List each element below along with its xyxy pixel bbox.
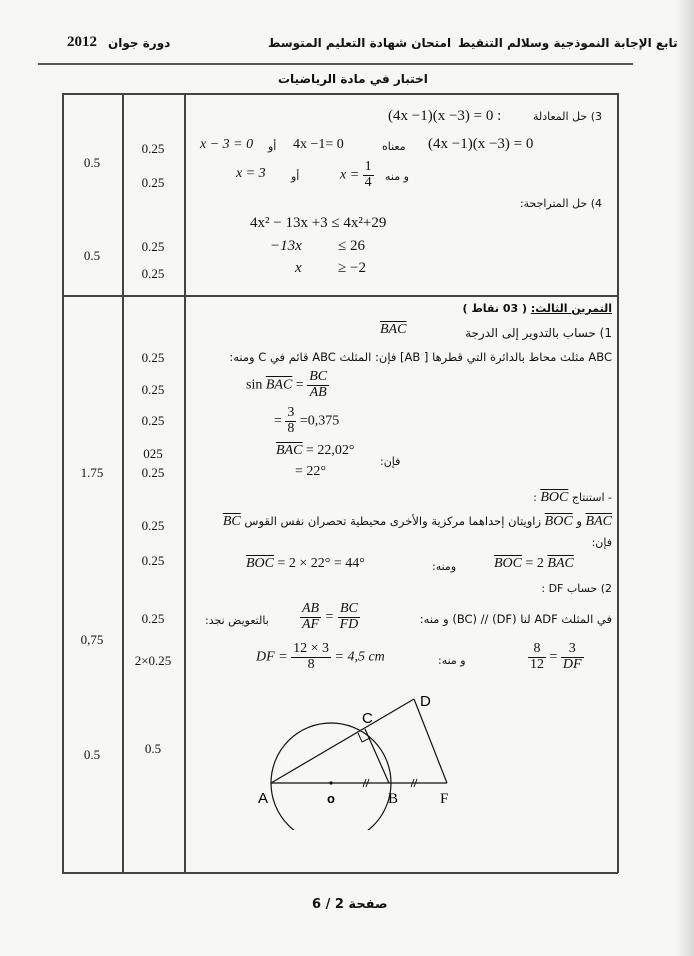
label-a: A — [258, 790, 269, 807]
q3-root-a: x = $\frac{1}{4}$ — [340, 159, 372, 190]
col-divider-partial — [184, 93, 186, 873]
partial-grade: 0.5 — [144, 741, 162, 756]
partial-grade: 0.25 — [141, 239, 165, 254]
geometry-figure — [250, 680, 470, 830]
partial-grade: 0.25 — [141, 266, 165, 281]
label-o: o — [327, 791, 335, 806]
partial-grade: 0.25 — [141, 141, 165, 156]
partial-grade: 0.25 — [141, 611, 165, 626]
partial-grade: 0.25 — [141, 382, 165, 397]
q3-hence: و منه — [385, 170, 409, 183]
total-grade: 0,75 — [80, 632, 104, 647]
ex3-part2-title: 2) حساب DF : — [541, 582, 612, 595]
substituted-ratio: $\frac{8}{12}$ = $\frac{3}{DF}$ — [530, 641, 582, 672]
label-c: C — [362, 710, 373, 727]
header-year: 2012 — [67, 34, 97, 50]
boc-value: $\overline{BOC} = 2 \times 22^\circ = 44^\circ$ — [246, 556, 365, 571]
central-inscribed-text: BAC و BOC زاويتان إحداهما مركزية والأخرى محيطية تحصران نفس القوس BC — [222, 514, 612, 529]
bac-rounded: = 22° — [295, 464, 326, 479]
partial-grade: 025 — [143, 446, 163, 461]
ex3-inscribed-text: ABC مثلث محاط بالدائرة التي قطرها [ AB] فإن: المثلث ABC قائم في C ومنه: — [229, 350, 612, 364]
total-grade: 1.75 — [80, 465, 104, 480]
header-session: دورة جوان — [108, 36, 171, 50]
label-d: D — [420, 693, 431, 710]
q4-line3-lhs: x — [295, 260, 302, 276]
q4-line2-lhs: −13x — [270, 238, 302, 254]
then-label: فإن: — [591, 536, 612, 549]
partial-grade: 0.25 — [141, 413, 165, 428]
boc-hence: ومنه: — [432, 560, 457, 573]
sin-bac-formula: $\sin \overline{BAC}$ = $\frac{BC}{AB}$ — [246, 369, 328, 400]
partial-grade: 2×0.25 — [134, 653, 172, 668]
q4-line1: 4x² − 13x +3 ≤ 4x²+29 — [250, 215, 387, 231]
table-top-border — [62, 93, 618, 95]
q3-means: معناه — [382, 140, 406, 153]
q3-factor-b: x − 3 = 0 — [200, 137, 254, 152]
df-hence: و منه: — [438, 654, 466, 667]
q4-line3-rhs: ≥ −2 — [338, 260, 366, 276]
ex3-title: التمرين الثالث: ( 03 نقاط ) — [462, 302, 612, 315]
bac-hence: فإن: — [380, 455, 401, 468]
total-grade: 0.5 — [83, 747, 101, 762]
q3-root-b: x = 3 — [236, 166, 266, 181]
q3-product-eq: (4x −1)(x −3) = 0 — [428, 136, 534, 152]
angle-bac: $\overline{BAC}$ — [380, 322, 407, 337]
q4-line2-rhs: ≤ 26 — [338, 238, 365, 254]
total-grade: 0.5 — [83, 248, 101, 263]
q3-or-2: أو — [291, 170, 300, 183]
q3-factor-a: 4x −1= 0 — [293, 137, 344, 152]
table-bottom-border — [62, 872, 618, 874]
partial-grade: 0.25 — [141, 465, 165, 480]
boc-relation: $\overline{BOC} = 2$ $\overline{BAC}$ — [494, 556, 574, 571]
page-number: صفحة 2 / 6 — [312, 897, 388, 912]
ex3-part1-title: 1) حساب بالتدوير إلى الدرجة — [465, 326, 612, 340]
df-result: DF = $\frac{12 \times 3}{8}$ = 4,5 cm — [256, 641, 385, 672]
header-answer-key: تابع الإجابة النموذجية وسلالم التنقيط — [458, 36, 678, 50]
q3-title: 3) حل المعادلة — [533, 110, 602, 123]
subject-title: اختبار في مادة الرياضيات — [278, 72, 428, 86]
segment-cb — [365, 729, 389, 783]
table-row-divider — [62, 295, 618, 297]
q4-title: 4) حل المتراجحة: — [519, 197, 602, 210]
partial-grade: 0.25 — [141, 175, 165, 190]
total-grade: 0.5 — [83, 155, 101, 170]
partial-grade: 0.25 — [141, 350, 165, 365]
table-right-border — [617, 93, 619, 873]
center-point — [329, 781, 332, 784]
label-f: F — [440, 791, 449, 807]
circle-o — [271, 723, 391, 830]
substitution-label: بالتعويض نجد: — [205, 614, 269, 627]
header-exam-title: امتحان شهادة التعليم المتوسط — [268, 36, 452, 50]
segment-ad — [271, 699, 414, 783]
deduce-boc-title: - استنتاج $\overline{BOC}$ : — [533, 490, 612, 505]
partial-grade: 0.25 — [141, 518, 165, 533]
page-edge-shadow — [676, 0, 694, 956]
partial-grade: 0.25 — [141, 553, 165, 568]
header-rule — [38, 63, 633, 65]
q3-or: أو — [268, 140, 277, 153]
sin-value: = $\frac{3}{8}$ =0,375 — [274, 405, 340, 436]
col-divider-total — [122, 93, 124, 873]
thales-ratio: $\frac{AB}{AF}$ = $\frac{BC}{FD}$ — [302, 601, 359, 632]
thales-text: في المثلث ADF لنا (DF) // (BC) و منه: — [419, 612, 612, 626]
q3-equation: (4x −1)(x −3) = 0 : — [388, 108, 502, 124]
bac-value: $\overline{BAC} = 22,02^\circ$ — [276, 443, 355, 458]
segment-df — [414, 699, 447, 783]
label-b: B — [388, 791, 399, 807]
